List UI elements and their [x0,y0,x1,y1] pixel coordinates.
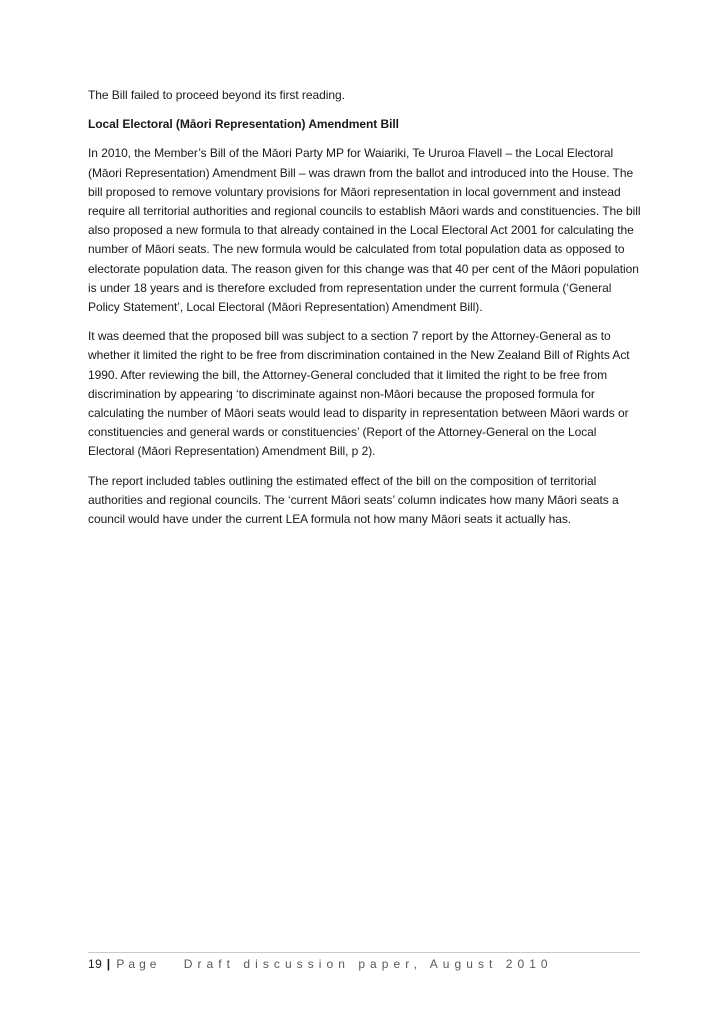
paragraph-bill-failed: The Bill failed to proceed beyond its first reading. [88,88,345,102]
page-body [88,86,644,539]
page-footer [88,954,640,974]
section-heading: Local Electoral (Māori Representation) Amendment Bill [88,117,399,132]
footer-separator: | [106,957,111,971]
draft-label: Draft discussion paper, August 2010 [183,957,553,971]
page-label: Page [116,957,161,971]
page-number: 19 [88,957,103,971]
paragraph-attorney-general: It was deemed that the proposed bill was subject to a section 7 report by the Attorney-General as to whether it limited the right to be free from discrimination contained in the New Zealand Bill of Rights Act 1990. After reviewing the bill, the Attorney-General concluded that it limited the right to be free from discrimination by appearing ‘to discriminate against non-Māori because the proposed formula for calculating the number of Māori seats would lead to disparity in representation between Māori wards or constituencies and general wards or constituencies’ (Report of the Attorney-General on the Local Electoral (Māori Representation) Amendment Bill, p 2). [88,329,630,459]
paragraph-members-bill: In 2010, the Member’s Bill of the Māori Party MP for Waiariki, Te Ururoa Flavell – the Local Electoral (Māori Representation) Amendment Bill – was drawn from the ballot and introduced into the House. The bill proposed to remove voluntary provisions for Māori representation in local government and instead require all territorial authorities and regional councils to establish Māori wards and constituencies. The bill also proposed a new formula to that already contained in the Local Electoral Act 2001 for calculating the number of Māori seats. The new formula would be calculated from total population data as opposed to electorate population data. The reason given for this change was that 40 per cent of the Māori population is under 18 years and is therefore excluded from representation under the current formula (‘General Policy Statement’, Local Electoral (Māori Representation) Amendment Bill). [88,146,641,315]
footer-divider [88,952,640,953]
paragraph-report-tables: The report included tables outlining the estimated effect of the bill on the composition of territorial authorities and regional councils. The ‘current Māori seats’ column indicates how many Māori seats a council would have under the current LEA formula not how many Māori seats it actually has. [88,473,619,527]
